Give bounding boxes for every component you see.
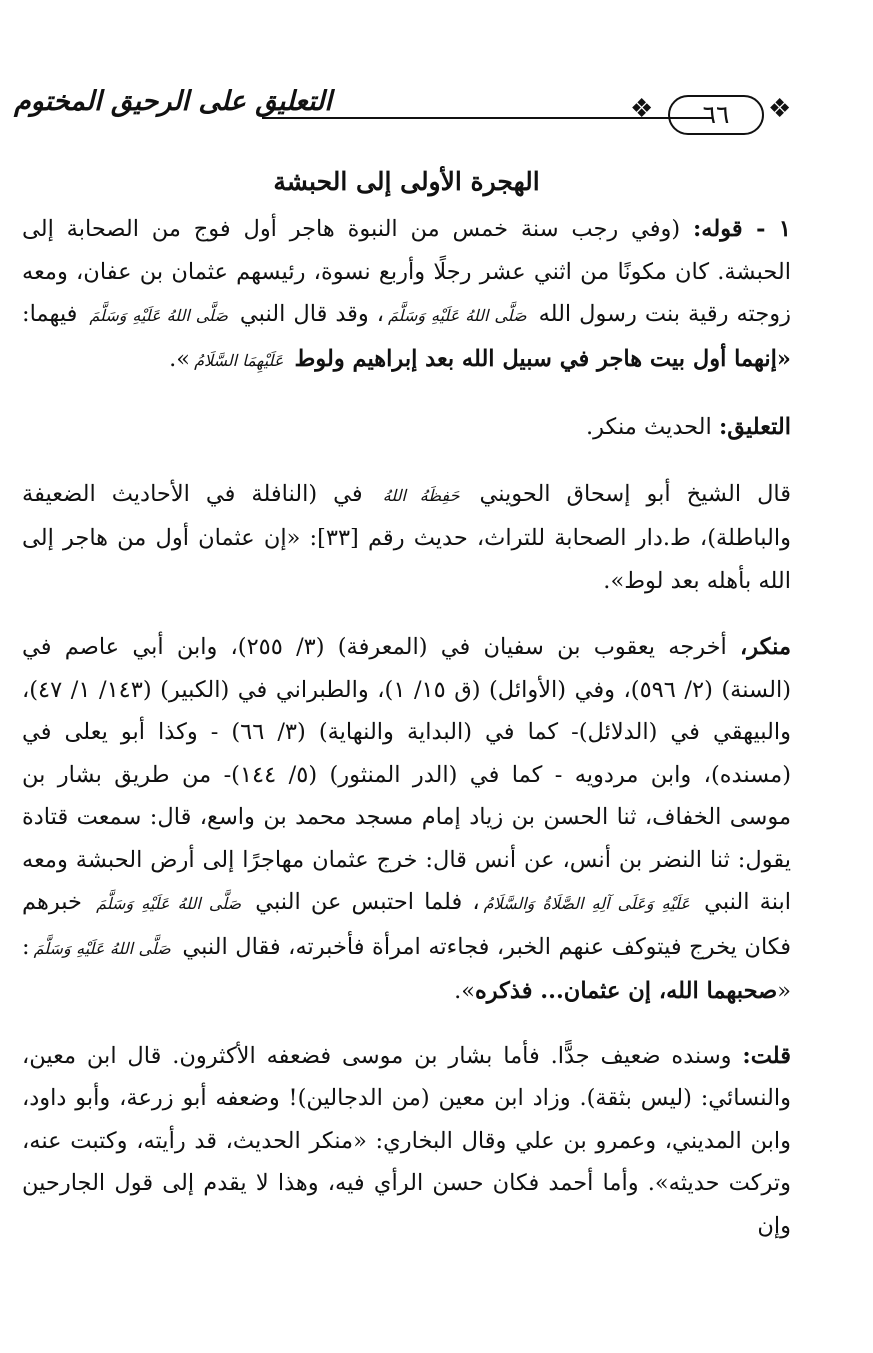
- paragraph-text: ».: [169, 345, 191, 372]
- paragraph-text: ، فلما احتبس عن النبي: [255, 889, 480, 915]
- honorific: عَلَيْهِ وَعَلَى آلِهِ الصَّلَاةُ وَالسَّلَامُ: [483, 894, 690, 913]
- paragraph-lead: ١ - قوله:: [693, 216, 791, 242]
- paragraph-lead: التعليق:: [718, 414, 791, 440]
- paragraph-lead: قلت:: [742, 1042, 791, 1069]
- paragraph-text: ».: [454, 978, 475, 1004]
- paragraph-text: فيهما:: [22, 301, 78, 327]
- section-title: الهجرة الأولى إلى الحبشة: [273, 167, 540, 196]
- honorific: صَلَّى اللهُ عَلَيْهِ وَسَلَّمَ: [96, 894, 242, 913]
- paragraph-text: خبرهم فكان يخرج فيتوكف عنهم الخبر، فجاءته امرأة فأخبرته، فقال النبي: [22, 889, 791, 960]
- paragraph-text: ، وقد قال النبي: [239, 301, 385, 327]
- spacer: [22, 449, 791, 473]
- paragraph-sheikh: [22, 473, 791, 603]
- honorific: صَلَّى اللهُ عَلَيْهِ وَسَلَّمَ: [33, 938, 171, 958]
- page-number: ٦٦: [668, 95, 764, 135]
- paragraph-quote-source: [22, 208, 791, 382]
- honorific: صَلَّى اللهُ عَلَيْهِ وَسَلَّمَ: [388, 306, 527, 325]
- paragraph-verdict: [22, 1035, 791, 1248]
- spacer: [22, 1013, 791, 1035]
- page-body: [22, 158, 791, 1247]
- spacer: [22, 602, 791, 626]
- paragraph-text: في (النافلة في الأحاديث الضعيفة والباطلة)، ط.دار الصحابة للتراث، حديث رقم [٣٣]: «إن عثمان أول من هاجر إلى الله بأهله بعد لوط».: [22, 480, 792, 594]
- paragraph-text: : «: [22, 933, 791, 1004]
- paragraph-text: وسنده ضعيف جدًّا. فأما بشار بن موسى فضعفه الأكثرون. قال ابن معين، والنسائي: (ليس بثقة). وزاد ابن معين (من الدجالين)! وضعفه أبو زرعة، وأبو داود، وابن المديني، وعمرو بن علي وقال البخاري: «منكر الحديث، قد رأيته، وكتبت عنه، وتركت حديثه». وأما أحمد فكان حسن الرأي فيه، وهذا لا يقدم إلى قول الجارحين وإن: [22, 1042, 791, 1239]
- honorific: عَلَيْهِمَا السَّلَامُ: [194, 350, 284, 370]
- paragraph-text: الحديث منكر.: [585, 414, 712, 440]
- paragraph-takhrij: [22, 626, 791, 1013]
- honorific: صَلَّى اللهُ عَلَيْهِ وَسَلَّمَ: [89, 306, 228, 325]
- paragraph-text: (وفي رجب سنة خمس من النبوة هاجر أول فوج من الصحابة إلى الحبشة. كان مكونًا من اثني عشر رجلًا وأربع نسوة، رئيسهم عثمان بن عفان، ومعه زوجته رقية بنت رسول الله: [22, 216, 791, 327]
- hadith-quote: «إنهما أول بيت هاجر في سبيل الله بعد إبراهيم ولوط: [294, 345, 791, 372]
- page-header: [0, 78, 873, 138]
- book-title: التعليق على الرحيق المختوم: [14, 86, 332, 117]
- paragraph-lead: منكر،: [740, 634, 791, 660]
- paragraph-comment: [22, 406, 791, 449]
- spacer: [22, 382, 791, 406]
- honorific: حَفِظَهُ اللهُ: [382, 485, 460, 505]
- paragraph-text: أخرجه يعقوب بن سفيان في (المعرفة) (٣/ ٢٥٥)، وابن أبي عاصم في (السنة) (٢/ ٥٩٦)، وفي (الأوائل) (ق ١٥/ ١)، والطبراني في (الكبير) (١٤٣/ ١/ ٤٧)، والبيهقي في (الدلائل)- كما في (البداية والنهاية) (٣/ ٦٦) - وكذا أبو يعلى في (مسنده)، وابن مردويه - كما في (الدر المنثور) (٥/ ١٤٤)- من طريق بشار بن موسى الخفاف، ثنا الحسن بن زياد إمام مسجد محمد بن واسع، قال: سمعت قتادة يقول: ثنا النضر بن أنس، عن أنس قال: خرج عثمان مهاجرًا إلى أرض الحبشة ومعه ابنة النبي: [22, 634, 792, 915]
- ornament-left-icon: ❖: [630, 94, 654, 124]
- paragraph-text: قال الشيخ أبو إسحاق الحويني: [479, 480, 792, 507]
- hadith-quote: صحبهما الله، إن عثمان... فذكره: [474, 978, 778, 1004]
- ornament-right-icon: ❖: [768, 94, 792, 124]
